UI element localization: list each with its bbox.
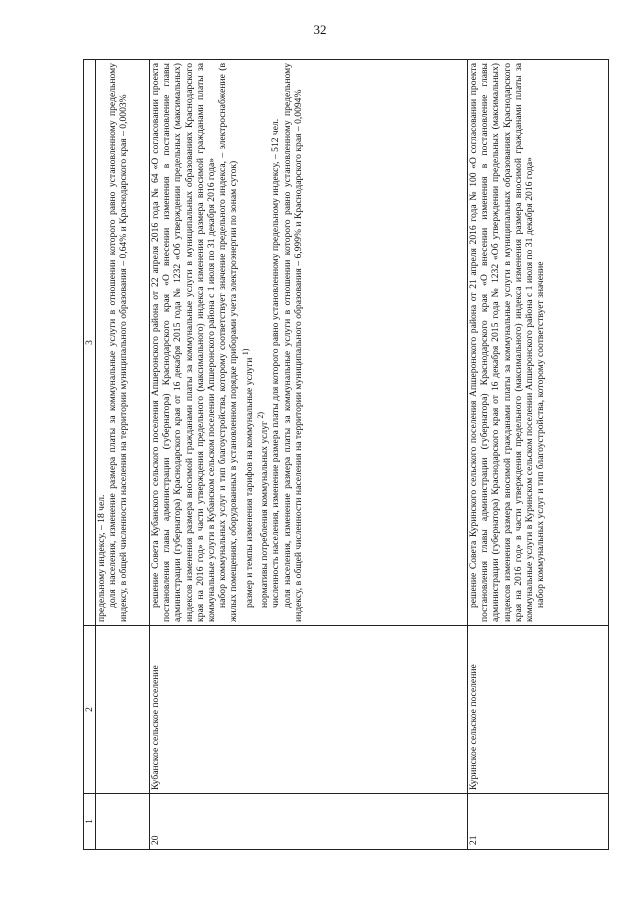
norms-text: нормативы потребления коммунальных услуг (259, 421, 271, 608)
row-details-cell (96, 60, 150, 626)
decision-paragraph: решение Совета Кубанского сельского поселения Апшеронского района от 22 апреля 2016 года № 64 «О согласовании проекта постановления главы администрации (губернатора) Краснодарского края «О внесении изменения в постановление главы администрации (губернатора) Краснодарского края от 16 декабря 2015 года № 1232 «Об утверждении предельных (максимальных) индексов изменения размера вносимой гражданами платы за коммунальные услуги в муниципальных образованиях Краснодарского края на 2016 год» в части утверждения предельного (максимального) индекса изменения размера вносимой гражданами платы за коммунальные услуги в Кубанском сельском поселении Апшеронского района с 1 июля по 31 декабря 2016 года» (150, 63, 218, 622)
row-details-cell (150, 60, 468, 626)
table-header-row (84, 60, 96, 850)
services-paragraph: набор коммунальных услуг и тип благоустройства, которому соответствует значение (535, 261, 547, 608)
decision-paragraph: решение Совета Куринского сельского поселения Апшеронского района от 21 апреля 2016 года № 100 «О согласовании проекта постановления главы администрации (губернатора) Краснодарского края «О внесении изменения в постановление главы администрации (губернатора) Краснодарского края от 16 декабря 2015 года № 1232 «Об утверждении предельных (максимальных) индексов изменения размера вносимой гражданами платы за коммунальные услуги в муниципальных образованиях Краснодарского края на 2016 год» в части утверждения предельного (максимального) индекса изменения размера вносимой гражданами платы за коммунальные услуги в Куринском сельском поселении Апшеронского района с 1 июля по 31 декабря 2016 года» (468, 63, 536, 622)
header-col-1: 1 (84, 794, 96, 850)
row-number: 20 (150, 794, 468, 850)
row-name-cell (96, 626, 150, 794)
indices-table (83, 59, 609, 850)
table-row-21 (468, 60, 609, 850)
header-col-2: 2 (84, 626, 96, 794)
population-paragraph: численность населения, изменение размера платы для которого равно установленному предельному индексу, – 512 чел. (270, 118, 282, 608)
detail-line: предельному индексу, – 18 чел. (96, 494, 107, 622)
row-number-cell (96, 794, 150, 850)
page-number: 32 (313, 22, 327, 37)
table-row-continued (96, 60, 150, 850)
footnote-marker: 1) (240, 348, 250, 356)
detail-paragraph: доля населения, изменение размера платы за коммунальные услуги в отношении которого равно установленному предельному индексу, в общей численности населения на территории муниципального образования – 0,64% и Краснодарского края – 0,0003% (107, 63, 130, 622)
row-details-cell (468, 60, 609, 626)
rotated-table-container (83, 60, 608, 850)
tariffs-text: размер и темпы изменения тарифов на коммунальные услуги (243, 357, 255, 608)
row-number: 21 (468, 794, 609, 850)
services-paragraph: набор коммунальных услуг и тип благоустройства, которому соответствует значение предельного индекса, – электроснабжение (в жилых помещениях, оборудованных в установленном порядке приборами учета электроэнергии по зонам суток) (217, 63, 240, 622)
settlement-name: Кубанское сельское поселение (150, 626, 468, 794)
header-col-3: 3 (84, 60, 96, 626)
tariffs-paragraph (240, 63, 255, 622)
population-share-paragraph: доля населения, изменение размера платы за коммунальные услуги в отношении которого равно установленному предельному индексу, в общей численности населения на территории муниципального образования – 6,999% и Краснодарского края – 0,0094% (281, 63, 304, 622)
settlement-name: Куринское сельское поселение (468, 626, 609, 794)
norms-paragraph (255, 63, 270, 622)
footnote-marker: 2) (256, 411, 266, 419)
table-row-20 (150, 60, 468, 850)
